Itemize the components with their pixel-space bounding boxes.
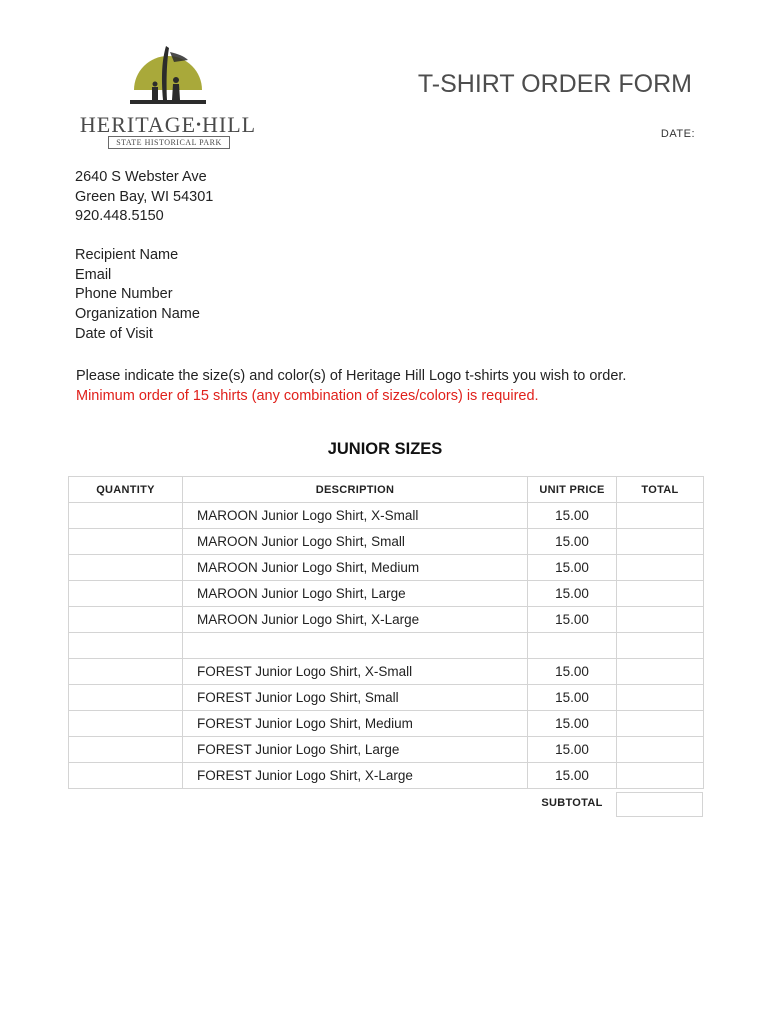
table-header-row [69, 477, 704, 503]
quantity-input[interactable] [69, 763, 183, 789]
total-input[interactable] [617, 763, 704, 789]
total-input[interactable] [617, 659, 704, 685]
description-cell: MAROON Junior Logo Shirt, Small [183, 529, 528, 555]
unit-price-cell: 15.00 [528, 581, 617, 607]
quantity-input[interactable] [69, 737, 183, 763]
unit-price-cell: 15.00 [528, 503, 617, 529]
table-row [69, 659, 704, 685]
table-row [69, 529, 704, 555]
logo-subtitle: STATE HISTORICAL PARK [108, 136, 230, 149]
address-phone: 920.448.5150 [75, 208, 164, 224]
quantity-input[interactable] [69, 529, 183, 555]
description-cell: MAROON Junior Logo Shirt, X-Large [183, 607, 528, 633]
heritage-hill-logo [68, 42, 268, 150]
total-input[interactable] [617, 529, 704, 555]
unit-price-cell: 15.00 [528, 659, 617, 685]
address-city: Green Bay, WI 54301 [75, 188, 214, 205]
table-row [69, 581, 704, 607]
date-of-visit-field[interactable]: Date of Visit [75, 325, 153, 342]
description-cell: MAROON Junior Logo Shirt, Large [183, 581, 528, 607]
total-input[interactable] [617, 685, 704, 711]
quantity-input[interactable] [69, 633, 183, 659]
address-street: 2640 S Webster Ave [75, 169, 207, 185]
description-cell: FOREST Junior Logo Shirt, X-Small [183, 659, 528, 685]
quantity-input[interactable] [69, 685, 183, 711]
quantity-input[interactable] [69, 711, 183, 737]
quantity-input[interactable] [69, 607, 183, 633]
table-row [69, 763, 704, 789]
unit-price-cell: 15.00 [528, 555, 617, 581]
phone-number-field[interactable]: Phone Number [75, 286, 173, 303]
logo-wordmark: HERITAGE•HILL [79, 112, 257, 137]
description-cell: MAROON Junior Logo Shirt, Medium [183, 555, 528, 581]
description-cell: FOREST Junior Logo Shirt, X-Large [183, 763, 528, 789]
minimum-order-warning: Minimum order of 15 shirts (any combination of sizes/colors) is required. [76, 388, 539, 404]
column-header-quantity: QUANTITY [69, 477, 183, 503]
table-row [69, 607, 704, 633]
table-row [69, 555, 704, 581]
subtotal-field[interactable] [616, 792, 703, 817]
unit-price-cell: 15.00 [528, 763, 617, 789]
order-table [68, 476, 704, 789]
quantity-input[interactable] [69, 659, 183, 685]
unit-price-cell: 15.00 [528, 529, 617, 555]
section-title: JUNIOR SIZES [327, 440, 443, 458]
table-row [69, 633, 704, 659]
quantity-input[interactable] [69, 555, 183, 581]
total-input[interactable] [617, 581, 704, 607]
logo-emblem-icon [130, 42, 206, 106]
unit-price-cell: 15.00 [528, 607, 617, 633]
table-row [69, 711, 704, 737]
email-field[interactable]: Email [75, 266, 112, 283]
subtotal-label: SUBTOTAL [541, 797, 603, 809]
description-cell: FOREST Junior Logo Shirt, Large [183, 737, 528, 763]
column-header-total: TOTAL [617, 477, 704, 503]
unit-price-cell [528, 633, 617, 659]
description-cell: FOREST Junior Logo Shirt, Medium [183, 711, 528, 737]
recipient-name-field[interactable]: Recipient Name [75, 247, 179, 263]
total-input[interactable] [617, 737, 704, 763]
unit-price-cell: 15.00 [528, 711, 617, 737]
address-block [75, 168, 213, 227]
total-input[interactable] [617, 607, 704, 633]
table-row [69, 503, 704, 529]
instructions [76, 366, 626, 406]
total-input[interactable] [617, 555, 704, 581]
unit-price-cell: 15.00 [528, 737, 617, 763]
organization-name-field[interactable]: Organization Name [75, 306, 200, 323]
total-input[interactable] [617, 503, 704, 529]
form-title: T-SHIRT ORDER FORM [417, 70, 692, 98]
description-cell: FOREST Junior Logo Shirt, Small [183, 685, 528, 711]
table-row [69, 737, 704, 763]
total-input[interactable] [617, 633, 704, 659]
quantity-input[interactable] [69, 503, 183, 529]
recipient-fields [75, 246, 200, 345]
description-cell [183, 633, 528, 659]
table-row [69, 685, 704, 711]
column-header-unit-price: UNIT PRICE [528, 477, 617, 503]
unit-price-cell: 15.00 [528, 685, 617, 711]
column-header-description: DESCRIPTION [183, 477, 528, 503]
quantity-input[interactable] [69, 581, 183, 607]
description-cell: MAROON Junior Logo Shirt, X-Small [183, 503, 528, 529]
instructions-line: Please indicate the size(s) and color(s) of Heritage Hill Logo t-shirts you wish to order. [76, 368, 627, 384]
date-label: DATE: [660, 128, 695, 140]
total-input[interactable] [617, 711, 704, 737]
